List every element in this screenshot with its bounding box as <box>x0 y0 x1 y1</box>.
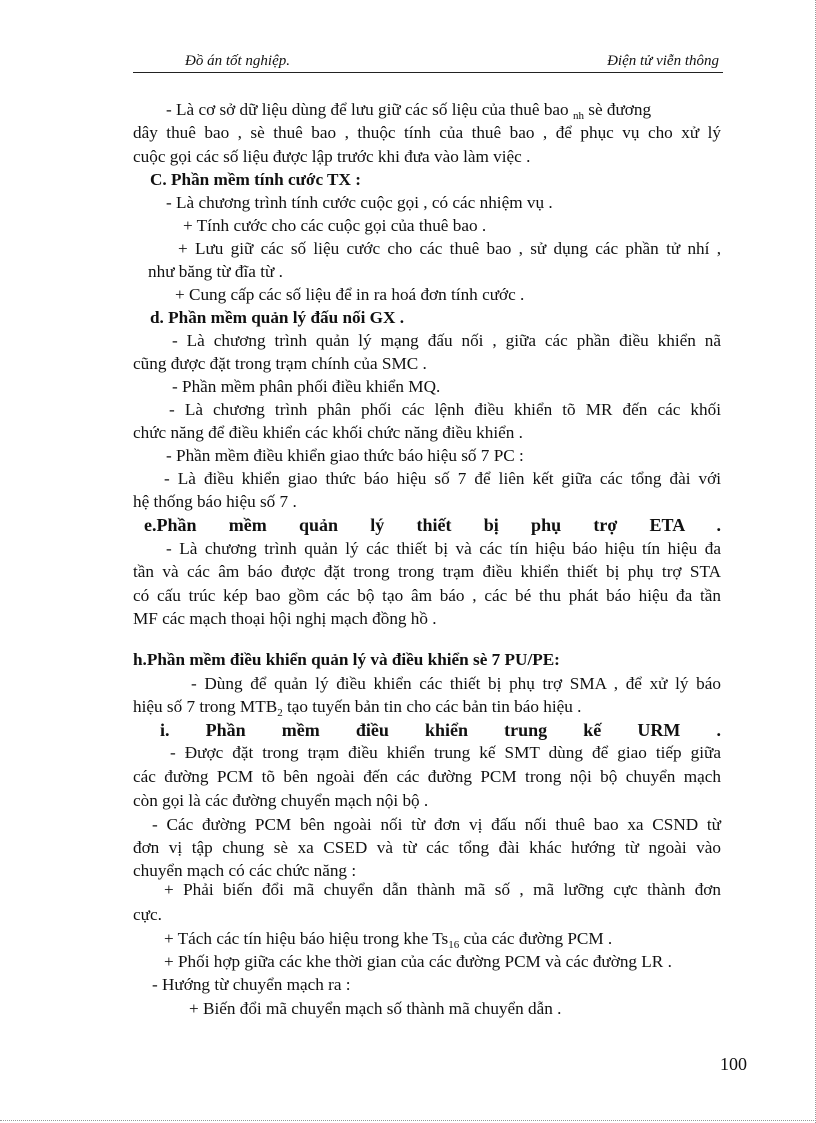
text-line: cuộc gọi các số liệu được lập trước khi đưa vào làm việc . <box>133 147 531 166</box>
subscript: 2 <box>277 707 283 719</box>
text-line: - Phần mềm điều khiển giao thức báo hiệu số 7 PC : <box>166 446 524 465</box>
text-line: + Phối hợp giữa các khe thời gian của các đường PCM và các đường LR . <box>164 952 672 971</box>
text-segment: + Tách các tín hiệu báo hiệu trong khe Ts <box>164 929 449 948</box>
text-line: - Là chương trình quản lý mạng đấu nối , giữa các phần điều khiển nã <box>172 331 721 350</box>
subscript: nh <box>572 110 584 122</box>
text-line: các đường PCM tõ bên ngoài đến các đường PCM trong nội bộ chuyển mạch <box>133 767 721 786</box>
text-line: còn gọi là các đường chuyển mạch nội bộ . <box>133 791 429 810</box>
text-line: MF các mạch thoại hội nghị mạch đồng hồ . <box>133 609 437 628</box>
text-line: - Là chương trình tính cước cuộc gọi , có các nhiệm vụ . <box>166 193 553 212</box>
text-line <box>166 100 651 120</box>
text-segment: hiệu số 7 trong MTB <box>133 697 278 716</box>
section-heading: C. Phần mềm tính cước TX : <box>150 170 361 189</box>
header-right-title: Điện tử viễn thông <box>607 53 719 69</box>
text-line: - Phần mềm phân phối điều khiển MQ. <box>172 377 441 396</box>
text-line: cũng được đặt trong trạm chính của SMC . <box>133 354 427 373</box>
section-heading: h.Phần mềm điều khiển quản lý và điều khiển sè 7 PU/PE: <box>133 650 560 669</box>
text-line: - Được đặt trong trạm điều khiển trung kế SMT dùng để giao tiếp giữa <box>170 743 721 762</box>
section-heading: i. Phần mềm điều khiển trung kế URM . <box>160 720 721 740</box>
text-line: + Phải biến đổi mã chuyển dẫn thành mã số , mã lưỡng cực thành đơn <box>164 880 721 899</box>
text-line: + Cung cấp các số liệu để in ra hoá đơn tính cước . <box>175 285 525 304</box>
subscript: 16 <box>448 939 460 951</box>
text-segment: của các đường PCM . <box>463 929 613 948</box>
page-border-bottom <box>0 1120 816 1121</box>
page-number: 100 <box>720 1054 747 1074</box>
text-line: - Là chương trình quản lý các thiết bị và các tín hiệu báo hiệu tín hiệu đa <box>166 539 721 558</box>
text-line: - Là chương trình phân phối các lệnh điều khiển tõ MR đến các khối <box>169 400 721 419</box>
text-line: như băng từ đĩa từ . <box>148 262 283 281</box>
text-line: + Lưu giữ các số liệu cước cho các thuê bao , sử dụng các phần tử nhí , <box>178 239 721 258</box>
text-segment: tạo tuyến bản tin cho các bản tin báo hiệu . <box>286 697 582 716</box>
text-line: cực. <box>133 905 162 924</box>
text-segment: sè đương <box>588 100 652 119</box>
text-line: tần và các âm báo được đặt trong trong trạm điều khiển thiết bị phụ trợ STA <box>133 562 721 581</box>
text-line: - Dùng để quản lý điều khiển các thiết bị phụ trợ SMA , để xử lý báo <box>191 674 721 693</box>
text-line: - Hướng từ chuyển mạch ra : <box>152 975 351 994</box>
text-line: chức năng để điều khiển các khối chức năng điều khiển . <box>133 423 523 442</box>
text-line: hệ thống báo hiệu số 7 . <box>133 492 297 511</box>
header-left-title: Đồ án tốt nghiệp. <box>185 53 290 69</box>
text-line: có cấu trúc kép bao gồm các bộ tạo âm báo , các bé thu phát báo hiệu đa tần <box>133 586 721 605</box>
text-line: dây thuê bao , sè thuê bao , thuộc tính của thuê bao , để phục vụ cho xử lý <box>133 123 721 142</box>
text-line: + Biến đổi mã chuyển mạch số thành mã chuyển dẫn . <box>189 999 562 1018</box>
text-line: chuyển mạch có các chức năng : <box>133 861 357 880</box>
text-line: - Các đường PCM bên ngoài nối từ đơn vị đấu nối thuê bao xa CSND từ <box>152 815 721 834</box>
text-line: đơn vị tập chung sè xa CSED và từ các tổng đài khác hướng từ ngoài vào <box>133 838 721 857</box>
section-heading: e.Phần mềm quản lý thiết bị phụ trợ ETA . <box>144 515 721 535</box>
section-heading: d. Phần mềm quản lý đấu nối GX . <box>150 308 405 327</box>
text-line: - Là điều khiển giao thức báo hiệu số 7 để liên kết giữa các tổng đài với <box>164 469 721 488</box>
text-line <box>164 929 612 949</box>
text-segment: - Là cơ sở dữ liệu dùng để lưu giữ các số liệu của thuê bao <box>166 100 569 119</box>
page-header <box>133 52 723 73</box>
text-line: + Tính cước cho các cuộc gọi của thuê bao . <box>183 216 487 235</box>
text-line <box>133 697 581 717</box>
